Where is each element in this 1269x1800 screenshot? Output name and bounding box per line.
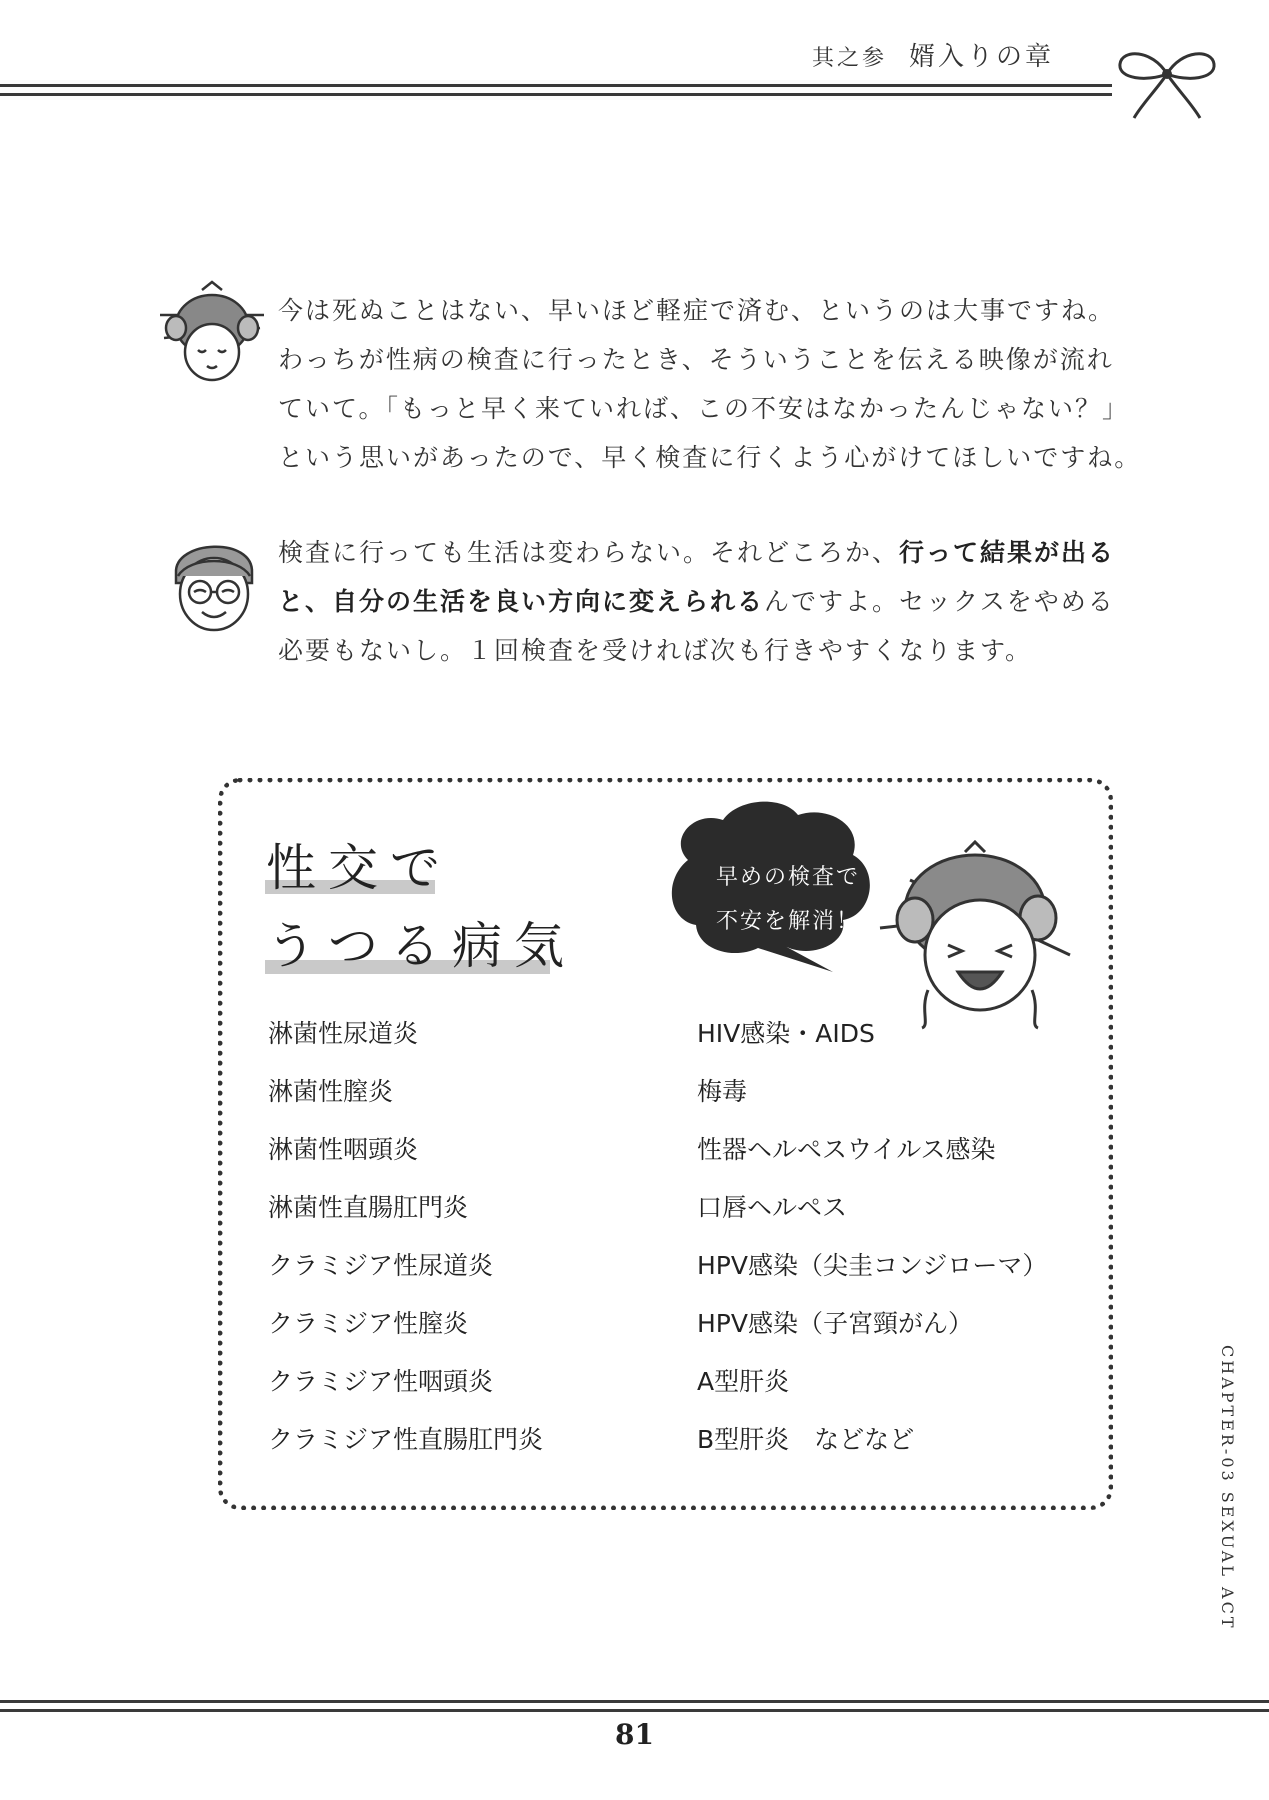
laughing-oiran-icon — [870, 840, 1080, 1030]
disease-list-left — [268, 1016, 543, 1480]
box-title-line-2: うつる病気 — [266, 917, 576, 975]
bubble-line-2: 不安を解消！ — [715, 909, 860, 934]
speech-line-2 — [278, 577, 1178, 626]
doctor-speech — [278, 528, 1178, 675]
disease-item: 淋菌性直腸肛門炎 — [268, 1193, 469, 1222]
chapter-side-label: CHAPTER-03 SEXUAL ACT — [1218, 1345, 1237, 1631]
disease-item: B型肝炎 などなど — [697, 1425, 915, 1454]
speech-line-1 — [278, 528, 1178, 577]
disease-item: 性器ヘルペスウイルス感染 — [697, 1135, 996, 1164]
disease-item: A型肝炎 — [697, 1367, 790, 1396]
disease-item: クラミジア性膣炎 — [268, 1309, 469, 1338]
disease-item: クラミジア性咽頭炎 — [268, 1367, 494, 1396]
disease-item: HPV感染（尖圭コンジローマ） — [697, 1251, 1048, 1280]
disease-item: HPV感染（子宮頸がん） — [697, 1309, 973, 1338]
oiran-speech — [278, 286, 1178, 482]
speech-emphasis: 行って結果が出る — [899, 538, 1116, 567]
chapter-title: 婿入りの章 — [909, 42, 1055, 72]
footer-rule-top — [0, 1700, 1269, 1703]
doctor-avatar-icon — [160, 528, 268, 638]
footer-rule-bottom — [0, 1709, 1269, 1712]
oiran-avatar-icon — [152, 280, 272, 390]
header-rule-bottom — [0, 93, 1112, 96]
speech-line: わっちが性病の検査に行ったとき、そういうことを伝える映像が流れ — [278, 345, 1114, 374]
speech-line: ていて。「もっと早く来ていれば、この不安はなかったんじゃない？」 — [278, 394, 1130, 423]
header-rule-top — [0, 84, 1112, 87]
disease-item: クラミジア性尿道炎 — [268, 1251, 494, 1280]
disease-item: HIV感染・AIDS — [697, 1019, 875, 1048]
disease-item: クラミジア性直腸肛門炎 — [268, 1425, 544, 1454]
page-number: 81 — [615, 1718, 654, 1751]
disease-item: 梅毒 — [697, 1077, 748, 1106]
ribbon-bow-icon — [1112, 44, 1222, 124]
box-title-line-1: 性交で — [266, 839, 452, 897]
speech-line: という思いがあったので、早く検査に行くよう心がけてほしいですね。 — [278, 443, 1142, 472]
disease-item: 口唇ヘルペス — [697, 1193, 848, 1222]
disease-item: 淋菌性咽頭炎 — [268, 1135, 419, 1164]
speech-line: 今は死ぬことはない、早いほど軽症で済む、というのは大事ですね。 — [278, 296, 1116, 325]
disease-item: 淋菌性膣炎 — [268, 1077, 394, 1106]
speech-emphasis: と、自分の生活を良い方向に変えられる — [278, 587, 765, 616]
speech-line-3: 必要もないし。１回検査を受ければ次も行きやすくなります。 — [278, 636, 1033, 665]
header-title — [812, 36, 1054, 73]
speech-text: 検査に行っても生活は変わらない。それどころか、 — [278, 538, 900, 567]
speech-text: んですよ。セックスをやめる — [764, 587, 1115, 616]
disease-list-right — [697, 1016, 1047, 1480]
disease-item: 淋菌性尿道炎 — [268, 1019, 419, 1048]
bubble-line-1: 早めの検査で — [715, 865, 860, 890]
chapter-label: 其之参 — [812, 46, 888, 71]
